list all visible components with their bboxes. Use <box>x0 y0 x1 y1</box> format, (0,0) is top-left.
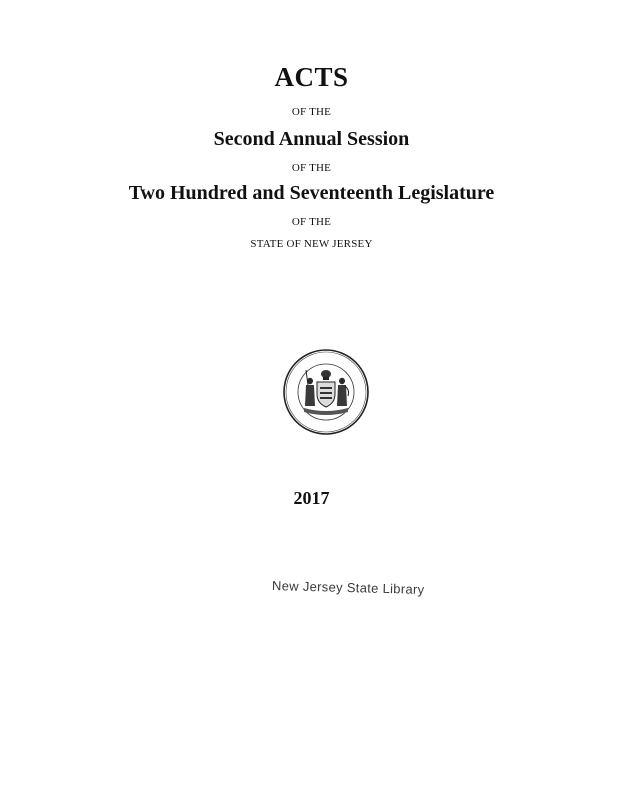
of-the-line-2: OF THE <box>291 162 332 174</box>
library-stamp: New Jersey State Library <box>271 578 425 597</box>
of-the-line-3: OF THE <box>291 216 332 228</box>
session-title: Second Annual Session <box>213 128 410 150</box>
publication-year: 2017 <box>293 488 330 508</box>
state-seal <box>282 348 370 436</box>
document-title: ACTS <box>274 62 349 92</box>
of-the-line-1: OF THE <box>291 106 332 118</box>
seal-icon <box>282 348 370 436</box>
state-name: STATE OF NEW JERSEY <box>250 238 373 250</box>
legislature-title: Two Hundred and Seventeenth Legislature <box>128 182 495 204</box>
